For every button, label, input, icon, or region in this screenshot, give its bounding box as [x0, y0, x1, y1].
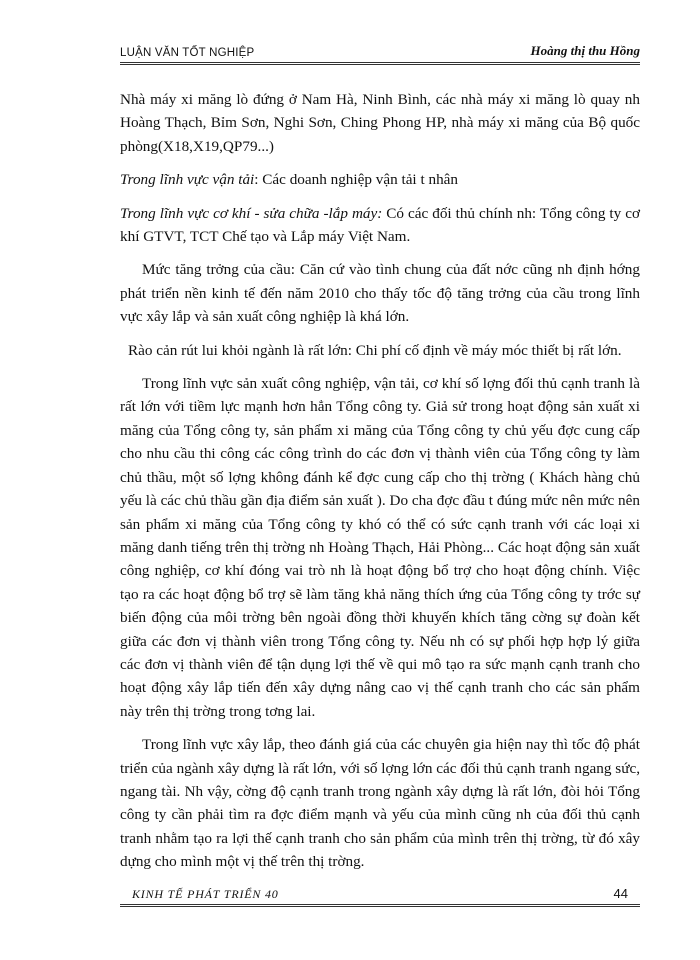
- page-number: 44: [613, 886, 628, 901]
- header-thesis-label: LUẬN VĂN TỐT NGHIỆP: [120, 47, 255, 59]
- paragraph-industrial-competition: Trong lĩnh vực sản xuất công nghiệp, vận tải, cơ khí số lợng đối thủ cạnh tranh là rất lớn với tiềm lực mạnh hơn hẳn Tổng công ty. Giả sử trong hoạt động sản xuất xi măng của Tổng công ty, sản phẩm xi măng của Tổng công ty chủ yếu đợc cung cấp cho nhu cầu thi công các công trình do các đơn vị thành viên của Tổng công ty làm chủ thầu, một số lợng không đánh kể đợc cung cấp cho thị trờng ( Khách hàng chủ yếu là các chủ thầu gần địa điểm sản xuất ). Do cha đợc đầu t đúng mức nên mức nên sản phẩm xi măng của Tổng công ty khó có thể có sức cạnh tranh với các loại xi măng danh tiếng trên thị trờng nh Hoàng Thạch, Hải Phòng... Các hoạt động sản xuất công nghiệp, cơ khí đóng vai trò nh là hoạt động bổ trợ cho hoạt động chính. Việc tạo ra các hoạt động bổ trợ sẽ làm tăng khả năng thích ứng của Tổng công ty trớc sự biến động của môi trờng bên ngoài đồng thời khuyến khích tăng cờng sự đoàn kết giữa các đơn vị thành viên trong Tổng công ty. Nếu nh có sự phối hợp hợp lý giữa các đơn vị thành viên để tận dụng lợi thế về qui mô tạo ra sức mạnh cạnh tranh cho hoạt động xây lắp tiến đến xây dựng nâng cao vị thế cạnh tranh cho các sản phẩm này trên thị trờng trong tơng lai.: [120, 375, 640, 720]
- paragraph-transport: Trong lĩnh vực vận tải: Các doanh nghiệp vận tải t nhân: [120, 171, 458, 189]
- page-header: [120, 40, 640, 65]
- paragraph-construction-competition: Trong lĩnh vực xây lắp, theo đánh giá của các chuyên gia hiện nay thì tốc độ phát triển của ngành xây dựng là rất lớn, với số lợng lớn các đối thủ cạnh tranh ngang sức, ngang tài. Nh vậy, cờng độ cạnh tranh trong ngành xây dựng là rất lớn, đòi hỏi Tổng công ty cần phải tìm ra đợc điểm mạnh và yếu của mình cũng nh của đối thủ cạnh tranh nhằm tạo ra lợi thế cạnh tranh cho sản phẩm của mình trên thị trờng, từ đó xây dựng cho mình một vị thế trên thị trờng.: [120, 736, 640, 871]
- paragraph-demand-growth: Mức tăng trởng của cầu: Căn cứ vào tình chung của đất nớc cũng nh định hớng phát triển nền kinh tế đến năm 2010 cho thấy tốc độ tăng trởng của cầu trong lĩnh vực xây lắp và sản xuất công nghiệp là khá lớn.: [120, 261, 640, 326]
- header-author-name: Hoàng thị thu Hồng: [530, 43, 640, 58]
- page-footer: [120, 884, 640, 907]
- paragraph-exit-barrier: Rào cản rút lui khỏi ngành là rất lớn: Chi phí cố định về máy móc thiết bị rất lớn.: [128, 341, 622, 359]
- mechanical-lead: Trong lĩnh vực cơ khí - sửa chữa -lắp máy:: [120, 204, 383, 222]
- footer-class-label: KINH TẾ PHÁT TRIỂN 40: [132, 887, 279, 901]
- document-body: [120, 88, 640, 874]
- paragraph-mechanical: Trong lĩnh vực cơ khí - sửa chữa -lắp máy: Có các đối thủ chính nh: Tổng công ty cơ khí GTVT, TCT Chế tạo và Lắp máy Việt Nam.: [120, 204, 640, 246]
- paragraph-cement-plants: Nhà máy xi măng lò đứng ở Nam Hà, Ninh Bình, các nhà máy xi măng lò quay nh Hoàng Thạch, Bỉm Sơn, Nghi Sơn, Ching Phong HP, nhà máy xi măng của Bộ quốc phòng(X18,X19,QP79...): [120, 91, 640, 155]
- transport-lead: Trong lĩnh vực vận tải: [120, 171, 255, 189]
